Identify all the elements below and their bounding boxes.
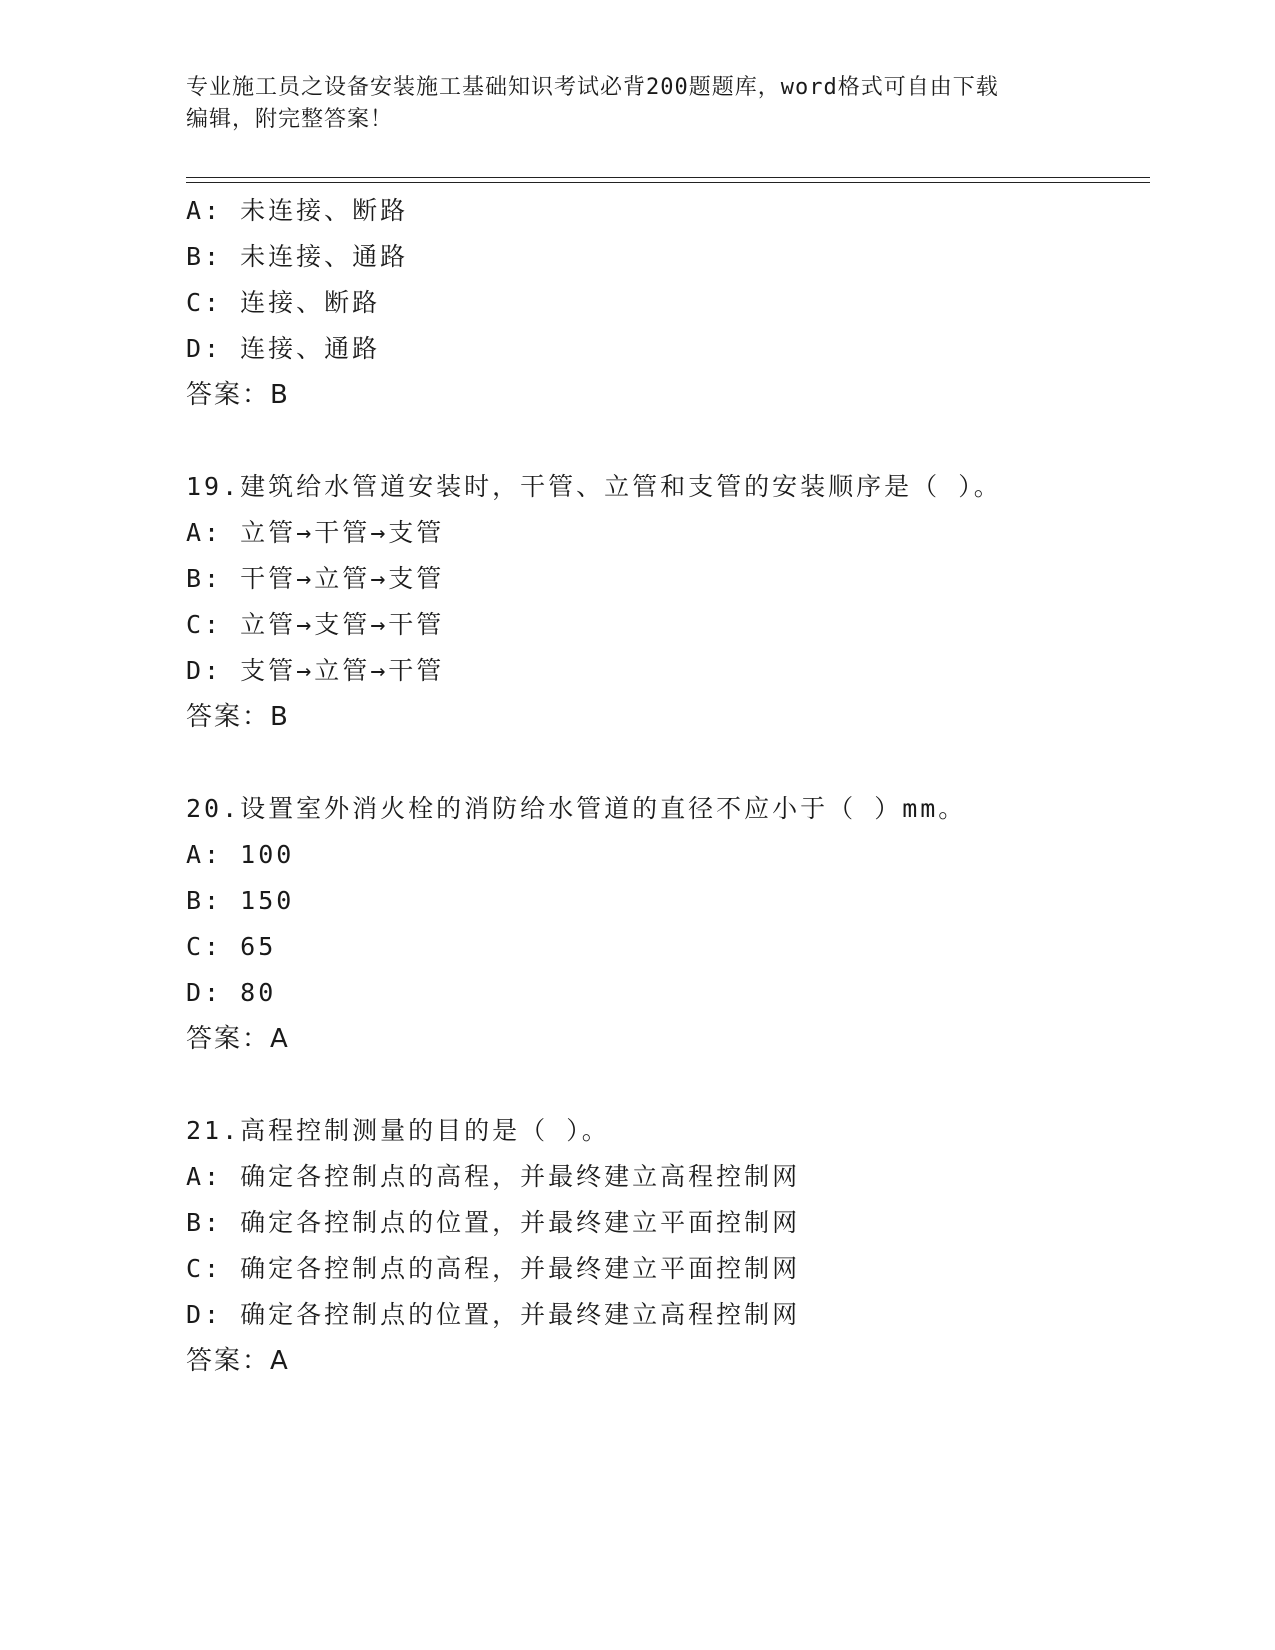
question-block-19: [186, 464, 1146, 740]
question-text: 19.建筑给水管道安装时，干管、立管和支管的安装顺序是（ ）。: [186, 472, 1002, 501]
answer: 答案：B: [186, 702, 290, 732]
option-c: C: 立管→支管→干管: [186, 610, 445, 639]
header-rule-top: [186, 177, 1150, 178]
option-c: C: 连接、断路: [186, 288, 381, 317]
option-b: B: 150: [186, 886, 295, 915]
header-rule-bottom: [186, 182, 1150, 183]
option-a: A: 100: [186, 840, 295, 869]
option-d: D: 支管→立管→干管: [186, 656, 445, 685]
answer: 答案：A: [186, 1346, 290, 1376]
option-a: A: 立管→干管→支管: [186, 518, 445, 547]
option-a: A: 确定各控制点的高程，并最终建立高程控制网: [186, 1162, 801, 1191]
option-d: D: 确定各控制点的位置，并最终建立高程控制网: [186, 1300, 801, 1329]
option-d: D: 连接、通路: [186, 334, 381, 363]
question-text: 21.高程控制测量的目的是（ ）。: [186, 1116, 610, 1145]
question-block-20: [186, 786, 1146, 1062]
option-c: C: 确定各控制点的高程，并最终建立平面控制网: [186, 1254, 801, 1283]
answer: 答案：B: [186, 380, 290, 410]
option-d: D: 80: [186, 978, 277, 1007]
question-list: [186, 188, 1146, 1384]
question-block-21: [186, 1108, 1146, 1384]
option-c: C: 65: [186, 932, 277, 961]
question-block-18: [186, 188, 1146, 418]
answer: 答案：A: [186, 1024, 290, 1054]
spacer: [186, 740, 1146, 786]
question-text: 20.设置室外消火栓的消防给水管道的直径不应小于（ ）mm。: [186, 794, 967, 823]
header-line-1: 专业施工员之设备安装施工基础知识考试必背200题题库，word格式可自由下载: [186, 75, 999, 100]
option-b: B: 确定各控制点的位置，并最终建立平面控制网: [186, 1208, 801, 1237]
document-header: [186, 72, 1086, 136]
spacer: [186, 1062, 1146, 1108]
header-line-2: 编辑，附完整答案！: [186, 107, 394, 132]
option-b: B: 未连接、通路: [186, 242, 409, 271]
option-b: B: 干管→立管→支管: [186, 564, 445, 593]
option-a: A: 未连接、断路: [186, 196, 409, 225]
spacer: [186, 418, 1146, 464]
